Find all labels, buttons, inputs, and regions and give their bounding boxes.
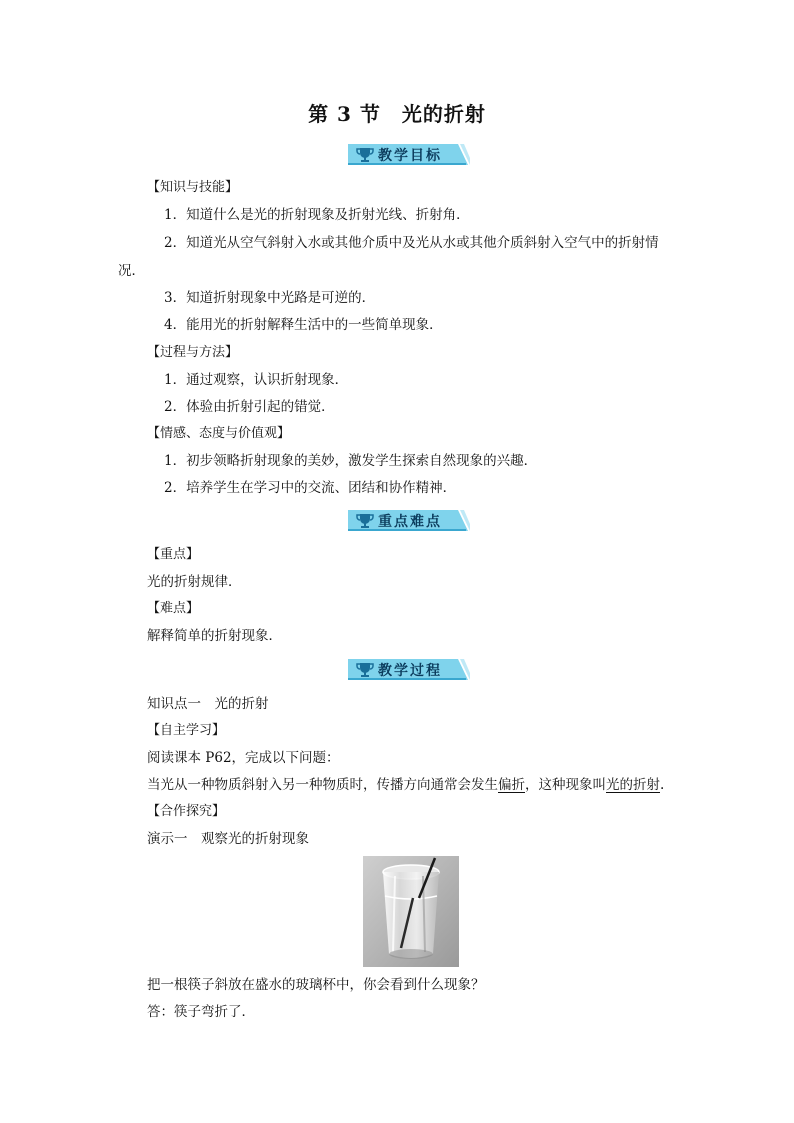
banner-label: 教学过程 <box>378 663 442 679</box>
reading-instruction: 阅读课本 P62，完成以下问题： <box>147 750 340 766</box>
definition-text-a: 当光从一种物质斜射入另一种物质时，传播方向通常会发生 <box>147 777 498 793</box>
glass-chopstick-photo <box>363 856 459 967</box>
definition-text-b: ，这种现象叫 <box>525 777 606 793</box>
question-text: 把一根筷子斜放在盛水的玻璃杯中，你会看到什么现象？ <box>147 977 485 993</box>
objective-k2-cont: 况． <box>118 263 145 279</box>
focus-text: 光的折射规律． <box>147 574 242 590</box>
heading-self-study: 【自主学习】 <box>147 723 226 738</box>
objective-p1: 1．通过观察，认识折射现象． <box>164 372 349 388</box>
answer-blank-refraction: 光的折射 <box>606 777 660 793</box>
difficulty-text: 解释简单的折射现象． <box>147 628 282 644</box>
heading-emotion: 【情感、态度与价值观】 <box>147 426 291 441</box>
objective-e2: 2．培养学生在学习中的交流、团结和协作精神． <box>164 480 457 496</box>
objective-k2: 2．知道光从空气斜射入水或其他介质中及光从水或其他介质斜射入空气中的折射情 <box>164 235 659 251</box>
trophy-icon <box>355 511 375 531</box>
definition-text-c: . <box>660 777 665 793</box>
heading-knowledge: 【知识与技能】 <box>147 180 239 195</box>
section-banner-key-points <box>348 508 470 533</box>
heading-process-method: 【过程与方法】 <box>147 345 239 360</box>
heading-cooperative: 【合作探究】 <box>147 804 226 819</box>
objective-e1: 1．初步领略折射现象的美妙，激发学生探索自然现象的兴趣． <box>164 453 538 469</box>
trophy-icon <box>355 660 375 680</box>
trophy-icon <box>355 145 375 165</box>
definition-line <box>147 775 664 795</box>
answer-blank-deflect: 偏折 <box>498 777 525 793</box>
objective-k4: 4．能用光的折射解释生活中的一些简单现象． <box>164 317 443 333</box>
banner-label: 教学目标 <box>378 148 442 164</box>
objective-p2: 2．体验由折射引起的错觉． <box>164 399 335 415</box>
banner-label: 重点难点 <box>378 514 442 530</box>
heading-focus: 【重点】 <box>147 547 200 562</box>
section-banner-process <box>348 657 470 682</box>
knowledge-point-1: 知识点一 光的折射 <box>147 696 269 712</box>
demo-1-title: 演示一 观察光的折射现象 <box>147 831 309 847</box>
page-title: 第 3 节 光的折射 <box>308 102 486 126</box>
heading-difficulty: 【难点】 <box>147 601 200 616</box>
answer-text: 答：筷子弯折了． <box>147 1004 255 1020</box>
objective-k3: 3．知道折射现象中光路是可逆的． <box>164 290 376 306</box>
section-banner-objectives <box>348 142 470 167</box>
objective-k1: 1．知道什么是光的折射现象及折射光线、折射角． <box>164 207 470 223</box>
